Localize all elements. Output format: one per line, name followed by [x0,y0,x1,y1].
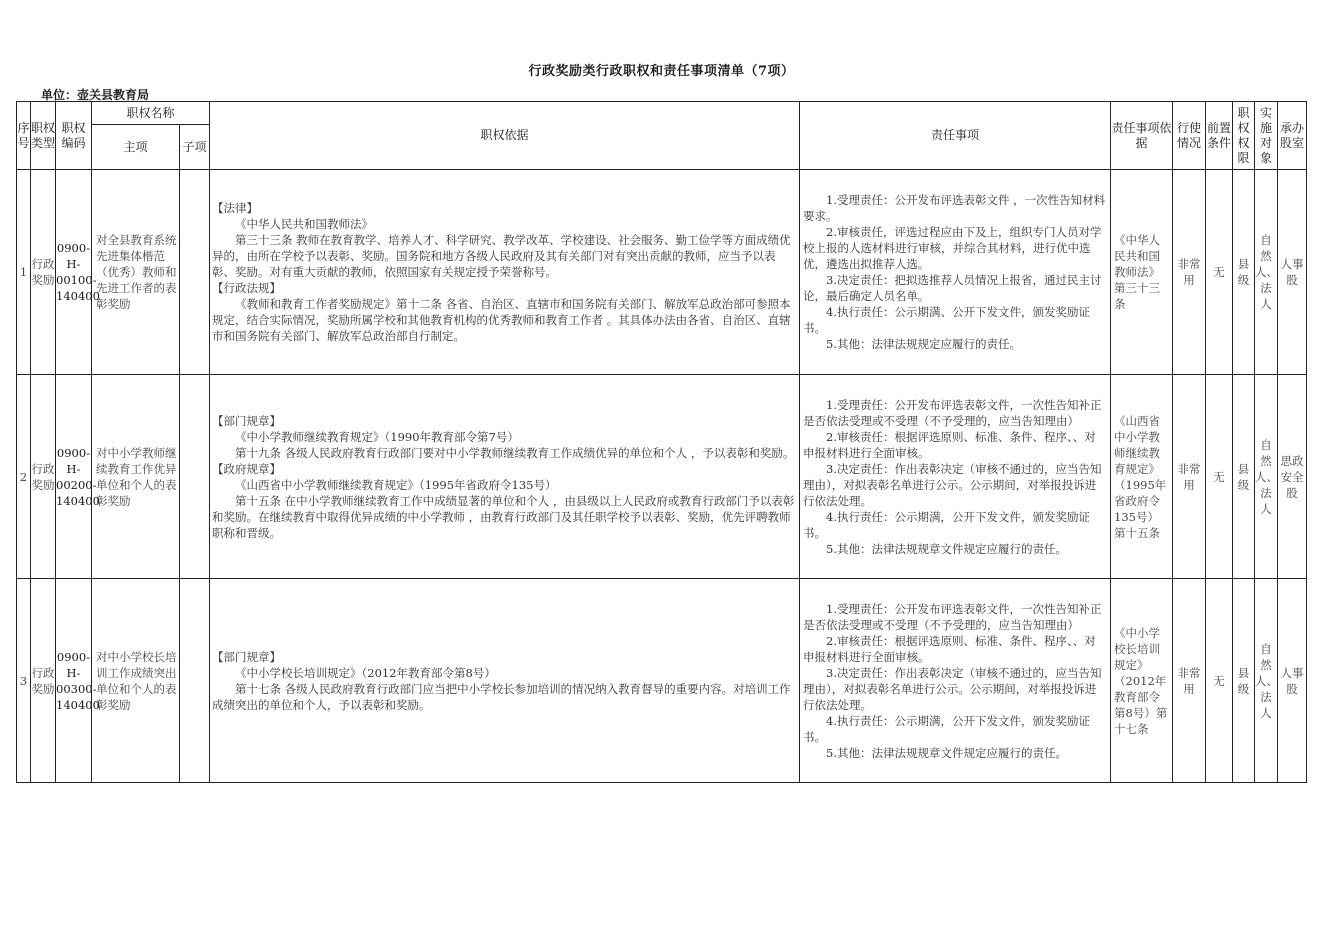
header-dept: 承办股室 [1278,102,1307,170]
resp-cell [800,375,1111,579]
header-name-group: 职权名称 [92,102,210,125]
seq-cell: 3 [17,579,31,783]
header-target: 实施对象 [1255,102,1278,170]
header-level: 职权权限 [1233,102,1255,170]
level-cell: 县级 [1233,170,1255,375]
basis-line: 《教师和教育工作者奖励规定》第十二条 各省、自治区、直辖市和国务院有关部门、解放军总政治部可参照本规定，结合实际情况，奖励所属学校和其他教育机构的优秀教师和教育工作者 。其具体办法由各省、自治区、直辖市和国务院有关部门、解放军总政治部自行制定。 [212,297,791,343]
basis-line: 《中华人民共和国教师法》 [235,217,374,231]
type-cell: 行政奖励 [31,375,56,579]
header-resp-basis: 责任事项依据 [1111,102,1173,170]
resp-line: 1.受理责任：公开发布评选表彰文件，一次性告知补正是否依法受理或不受理（不予受理的，应当告知理由） [803,397,1102,428]
basis-line: 《山西省中小学教师继续教育规定》（1995年省政府令135号） [235,477,557,492]
type-cell: 行政奖励 [31,579,56,783]
resp-basis-cell: 《中华人民共和国教师法》第三十三条 [1111,170,1173,375]
basis-cell [210,375,800,579]
header-type: 职权类型 [31,102,56,170]
basis-line: 【部门规章】 [212,649,282,664]
resp-line: 1.受理责任：公开发布评选表彰文件，一次性告知补正是否依法受理或不受理（不予受理的，应当告知理由） [803,601,1102,632]
precond-cell: 无 [1206,579,1233,783]
table-row [17,579,1307,783]
code-cell: 0900-H-00100-140400 [56,170,92,375]
code-cell: 0900-H-00200-140400 [56,375,92,579]
type-cell: 行政奖励 [31,170,56,375]
target-cell: 自然人、法人 [1255,170,1278,375]
seq-cell: 2 [17,375,31,579]
resp-basis-cell: 《中小学校长培训规定》（2012年教育部令第8号）第十七条 [1111,579,1173,783]
seq-cell: 1 [17,170,31,375]
basis-line: 【行政法规】 [212,281,282,295]
resp-line: 5.其他：法律法规规定应履行的责任。 [826,337,1021,351]
level-cell: 县级 [1233,375,1255,579]
dept-cell: 人事股 [1278,579,1307,783]
resp-line: 5.其他：法律法规规章文件规定应履行的责任。 [826,745,1067,760]
dept-cell: 思政安全股 [1278,375,1307,579]
resp-line: 4.执行责任：公示期满，公开下发文件，颁发奖励证书。 [803,509,1090,540]
exercise-cell: 非常用 [1173,170,1206,375]
header-sub: 子项 [180,125,210,170]
basis-line: 第三十三条 教师在教育教学、培养人才、科学研究、教学改革、学校建设、社会服务、勤工俭学等方面成绩优异的，由所在学校予以表彰、奖励。国务院和地方各级人民政府及其有关部门对有突出贡献的教师，应当予以表彰、奖励。对有重大贡献的教师，依照国家有关规定授予荣誉称号。 [212,233,791,279]
precond-cell: 无 [1206,170,1233,375]
table-row [17,170,1307,375]
resp-line: 3.决定责任：作出表彰决定（审核不通过的，应当告知理由），对拟表彰名单进行公示。公示期间，对举报投诉进行依法处理。 [803,461,1102,508]
resp-line: 3.决定责任：把拟选推荐人员情况上报省，通过民主讨论，最后确定人员名单。 [803,273,1102,303]
header-basis: 职权依据 [210,102,800,170]
table-row [17,375,1307,579]
code-cell: 0900-H-00300-140400 [56,579,92,783]
resp-line: 5.其他：法律法规规章文件规定应履行的责任。 [826,541,1067,556]
header-exercise: 行使情况 [1173,102,1206,170]
resp-line: 3.决定责任：作出表彰决定（审核不通过的，应当告知理由），对拟表彰名单进行公示。公示期间，对举报投诉进行依法处理。 [803,665,1102,712]
resp-line: 4.执行责任：公示期满，公开下发文件，颁发奖励证书。 [803,713,1090,744]
main-item-cell: 对中小学校长培训工作成绩突出单位和个人的表彰奖励 [92,579,180,783]
header-precond: 前置条件 [1206,102,1233,170]
resp-line: 2.审核责任，评选过程应由下及上，组织专门人员对学校上报的人选材料进行审核，并综合其材料，进行优中选优，遴选出拟推荐人选。 [803,225,1102,271]
resp-line: 2.审核责任：根据评选原则、标准、条件、程序、、对申报材料进行全面审核。 [803,633,1096,664]
basis-line: 《中小学校长培训规定》（2012年教育部令第8号） [235,665,496,680]
document-title: 行政奖励类行政职权和责任事项清单（7项） [528,64,795,79]
basis-line: 【部门规章】 [212,413,282,428]
target-cell: 自然人、法人 [1255,375,1278,579]
level-cell: 县级 [1233,579,1255,783]
resp-basis-cell: 《山西省中小学教师继续教育规定》（1995年省政府令135号）第十五条 [1111,375,1173,579]
header-resp: 责任事项 [800,102,1111,170]
target-cell: 自然人、法人 [1255,579,1278,783]
resp-cell [800,579,1111,783]
sub-item-cell [180,170,210,375]
basis-line: 第十五条 在中小学教师继续教育工作中成绩显著的单位和个人 ，由县级以上人民政府或教育行政部门予以表彰和奖励。在继续教育中取得优异成绩的中小学教师 ，由教育行政部门及其任职学校予以表彰、奖励，优先评聘教师职称和晋级。 [212,493,795,540]
resp-cell [800,170,1111,375]
unit-label: 单位：壶关县教育局 [41,88,150,102]
header-code: 职权编码 [56,102,92,170]
duty-list-table [16,101,1307,783]
basis-line: 【法律】 [212,201,259,215]
header-seq: 序号 [17,102,31,170]
header-main: 主项 [92,125,180,170]
precond-cell: 无 [1206,375,1233,579]
exercise-cell: 非常用 [1173,579,1206,783]
basis-cell [210,579,800,783]
resp-line: 1.受理责任：公开发布评选表彰文件 ，一次性告知材料要求。 [803,193,1106,223]
basis-line: 【政府规章】 [212,461,282,476]
basis-cell [210,170,800,375]
main-item-cell: 对中小学教师继续教育工作优异单位和个人的表彰奖励 [92,375,180,579]
basis-line: 《中小学教师继续教育规定》（1990年教育部令第7号） [235,429,519,444]
sub-item-cell [180,579,210,783]
basis-line: 第十九条 各级人民政府教育行政部门要对中小学教师继续教育工作成绩优异的单位和个人 ，予以表彰和奖励。 [235,445,795,460]
resp-line: 4.执行责任：公示期满、公开下发文件，颁发奖励证书。 [803,305,1090,335]
main-item-cell: 对全县教育系统先进集体楷范（优秀）教师和先进工作者的表彰奖励 [92,170,180,375]
basis-line: 第十七条 各级人民政府教育行政部门应当把中小学校长参加培训的情况纳入教育督导的重要内容。对培训工作成绩突出的单位和个人，予以表彰和奖励。 [212,681,791,712]
exercise-cell: 非常用 [1173,375,1206,579]
dept-cell: 人事股 [1278,170,1307,375]
sub-item-cell [180,375,210,579]
resp-line: 2.审核责任：根据评选原则、标准、条件、程序、、对申报材料进行全面审核。 [803,429,1096,460]
